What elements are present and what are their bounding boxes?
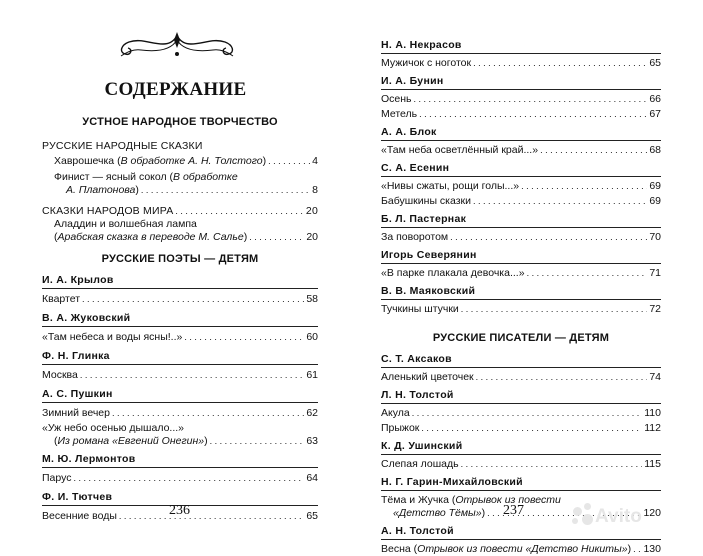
author-heading: С. А. Есенин bbox=[381, 161, 661, 177]
category-russian-tales: РУССКИЕ НАРОДНЫЕ СКАЗКИ bbox=[42, 140, 203, 152]
page-ref: 71 bbox=[649, 267, 661, 279]
page-ref: 20 bbox=[305, 205, 318, 217]
page-ref: 69 bbox=[649, 180, 661, 192]
author-heading: В. А. Жуковский bbox=[42, 311, 318, 327]
author-heading: Л. Н. Толстой bbox=[381, 388, 661, 404]
page-number: 236 bbox=[169, 503, 190, 518]
author-heading: Ф. Н. Глинка bbox=[42, 349, 318, 365]
page-ref: 120 bbox=[643, 507, 661, 519]
toc-entry-cont: А. Платонова) . . . 8 bbox=[42, 184, 318, 197]
page-ref: 4 bbox=[312, 155, 318, 167]
toc-title: СОДЕРЖАНИЕ bbox=[104, 79, 247, 100]
toc-entry: Осень . . . 66 bbox=[381, 93, 661, 106]
left-page bbox=[0, 0, 351, 540]
author-heading: Игорь Северянин bbox=[381, 248, 661, 264]
author-heading: Б. Л. Пастернак bbox=[381, 212, 661, 228]
section-heading-writers: РУССКИЕ ПИСАТЕЛИ — ДЕТЯМ bbox=[432, 332, 610, 344]
page-ref: 63 bbox=[306, 435, 318, 447]
toc-entry: Зимний вечер . . . 62 bbox=[42, 407, 318, 420]
author-heading: М. Ю. Лермонтов bbox=[42, 452, 318, 468]
author-heading: Н. А. Некрасов bbox=[381, 38, 661, 54]
author-heading: И. А. Крылов bbox=[42, 273, 318, 289]
toc-entry-cont: «Детство Тёмы») . . . 120 bbox=[381, 507, 661, 520]
page-ref: 74 bbox=[649, 371, 661, 383]
toc-entry: Весенние воды . . . 65 bbox=[42, 510, 318, 523]
category-world-tales: СКАЗКИ НАРОДОВ МИРА . . . 20 bbox=[42, 205, 318, 218]
page-ref: 66 bbox=[649, 93, 661, 105]
author-heading: А. А. Блок bbox=[381, 125, 661, 141]
toc-entry: «Уж небо осенью дышало...» bbox=[42, 422, 184, 434]
toc-entry: «Там неба осветлённый край...» . . . 68 bbox=[381, 144, 661, 157]
toc-entry: Акула . . . 110 bbox=[381, 407, 661, 420]
left-toc bbox=[42, 110, 318, 523]
toc-entry: Москва . . . 61 bbox=[42, 369, 318, 382]
author-heading: Ф. И. Тютчев bbox=[42, 490, 318, 506]
toc-entry: Прыжок . . . 112 bbox=[381, 422, 661, 435]
ornament-divider-icon bbox=[111, 30, 243, 64]
toc-entry: Парус . . . 64 bbox=[42, 472, 318, 485]
page-ref: 115 bbox=[644, 458, 661, 470]
avito-watermark: Avito bbox=[595, 506, 642, 527]
author-heading: К. Д. Ушинский bbox=[381, 439, 661, 455]
toc-entry-cont: (Арабская сказка в переводе М. Салье) . . . 20 bbox=[42, 231, 318, 244]
page-ref: 65 bbox=[306, 510, 318, 522]
page-ref: 69 bbox=[649, 195, 661, 207]
toc-entry: Хаврошечка (В обработке А. Н. Толстого) . . . 4 bbox=[42, 155, 318, 168]
toc-entry: Тёма и Жучка (Отрывок из повести bbox=[381, 494, 561, 506]
page-number: 237 bbox=[503, 503, 524, 518]
page-ref: 65 bbox=[649, 57, 661, 69]
author-heading: И. А. Бунин bbox=[381, 74, 661, 90]
page-ref: 62 bbox=[306, 407, 318, 419]
toc-entry: Аленький цветочек . . . 74 bbox=[381, 371, 661, 384]
author-heading: Н. Г. Гарин-Михайловский bbox=[381, 475, 661, 491]
author-heading: С. Т. Аксаков bbox=[381, 352, 661, 368]
section-heading-folk: УСТНОЕ НАРОДНОЕ ТВОРЧЕСТВО bbox=[82, 116, 278, 128]
page-ref: 58 bbox=[306, 293, 318, 305]
page-ref: 112 bbox=[644, 422, 661, 434]
page-ref: 8 bbox=[312, 184, 318, 196]
page-ref: 72 bbox=[649, 303, 661, 315]
toc-entry: Бабушкины сказки . . . 69 bbox=[381, 195, 661, 208]
right-page bbox=[351, 0, 703, 555]
toc-entry: Тучкины штучки . . . 72 bbox=[381, 303, 661, 316]
toc-entry: Мужичок с ноготок . . . 65 bbox=[381, 57, 661, 70]
toc-entry: Метель . . . 67 bbox=[381, 108, 661, 121]
author-heading: В. В. Маяковский bbox=[381, 284, 661, 300]
toc-entry: Финист — ясный сокол (В обработке bbox=[54, 171, 238, 183]
toc-entry: «Там небеса и воды ясны!..» . . . 60 bbox=[42, 331, 318, 344]
page-ref: 67 bbox=[649, 108, 661, 120]
toc-entry-cont: (Из романа «Евгений Онегин») . . . 63 bbox=[42, 435, 318, 448]
page-ref: 20 bbox=[306, 231, 318, 243]
toc-entry: Слепая лошадь . . . 115 bbox=[381, 458, 661, 471]
section-heading-poets: РУССКИЕ ПОЭТЫ — ДЕТЯМ bbox=[101, 253, 259, 265]
page-ref: 110 bbox=[644, 407, 661, 419]
author-heading: А. Н. Толстой bbox=[381, 524, 661, 540]
toc-entry: Квартет . . . 58 bbox=[42, 293, 318, 306]
author-heading: А. С. Пушкин bbox=[42, 387, 318, 403]
page-ref: 70 bbox=[649, 231, 661, 243]
page-ref: 68 bbox=[649, 144, 661, 156]
toc-entry: Аладдин и волшебная лампа bbox=[54, 218, 197, 230]
toc-entry: «Нивы сжаты, рощи голы...» . . . 69 bbox=[381, 180, 661, 193]
page-ref: 130 bbox=[643, 543, 661, 555]
right-toc bbox=[381, 38, 661, 556]
toc-entry: «В парке плакала девочка...» . . . 71 bbox=[381, 267, 661, 280]
page-ref: 60 bbox=[306, 331, 318, 343]
page-ref: 61 bbox=[306, 369, 318, 381]
toc-entry: За поворотом . . . 70 bbox=[381, 231, 661, 244]
page-ref: 64 bbox=[306, 472, 318, 484]
toc-entry: Весна (Отрывок из повести «Детство Никиты») . . . 130 bbox=[381, 543, 661, 556]
